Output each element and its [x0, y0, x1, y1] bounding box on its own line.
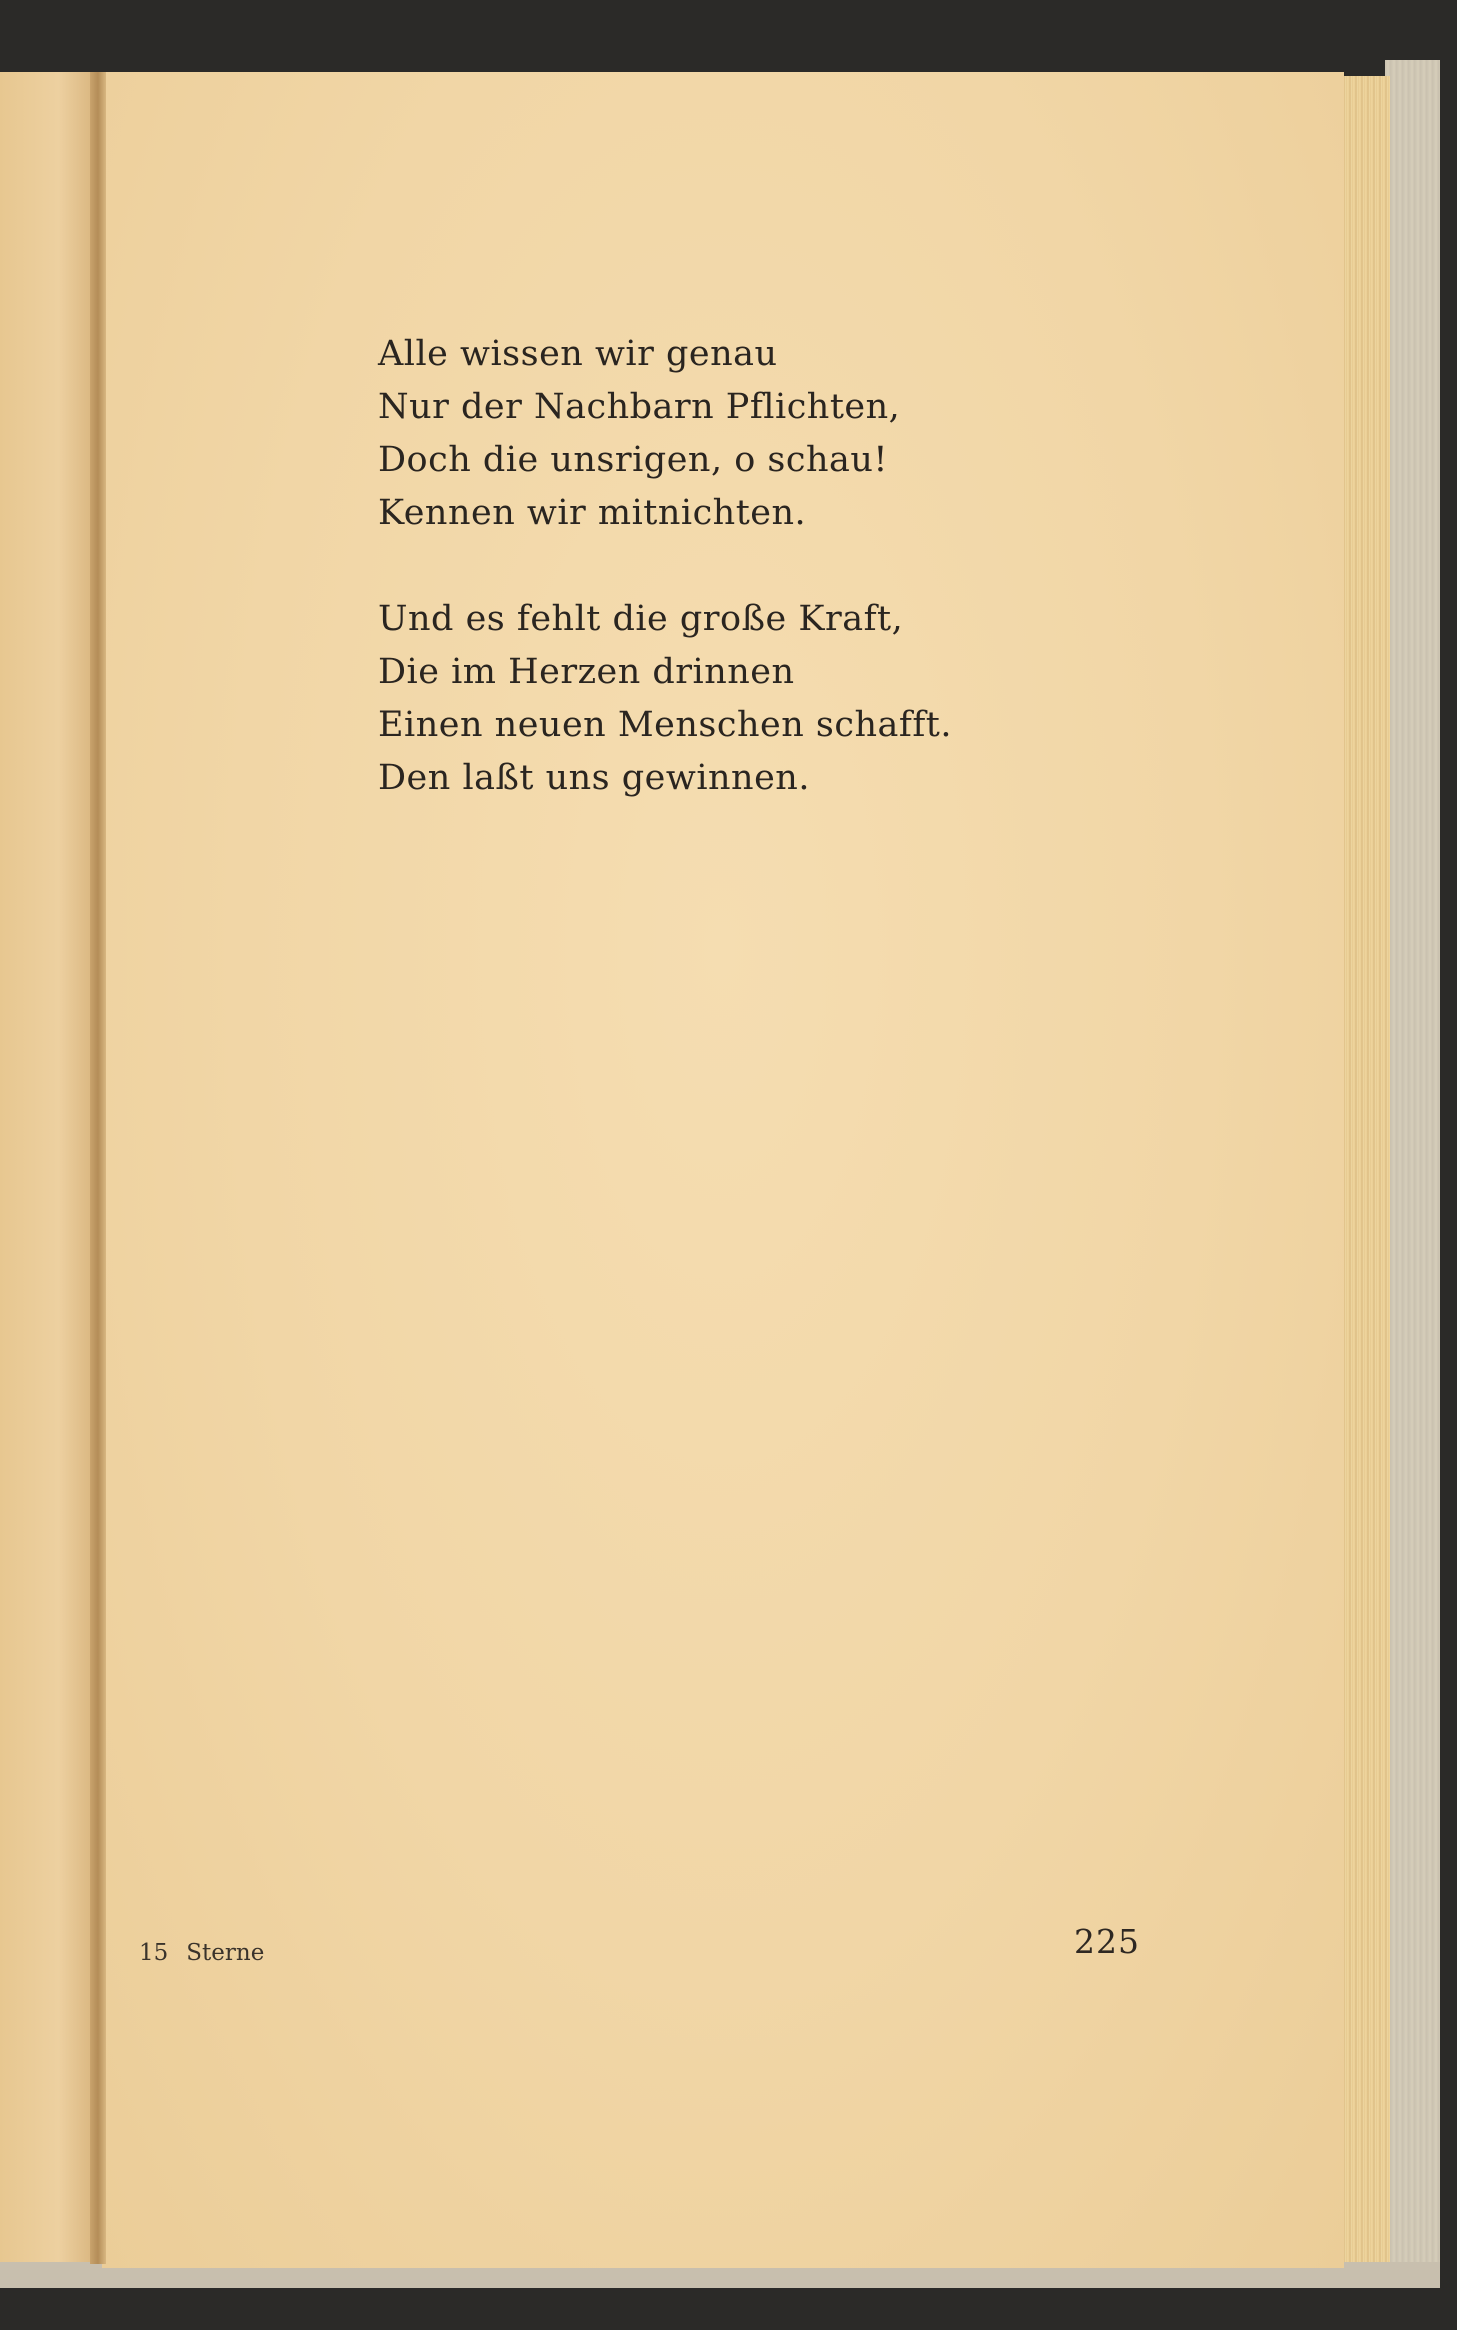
poem-line: Einen neuen Menschen schafft. [378, 705, 952, 745]
book-gutter [90, 72, 106, 2264]
poem-line: Nur der Nachbarn Pflichten, [378, 387, 901, 427]
book-cover-edge [1385, 60, 1440, 2270]
page-number: 225 [1074, 1922, 1140, 1961]
poem-line: Den laßt uns gewinnen. [378, 758, 810, 798]
printer-signature-mark [139, 1940, 282, 1966]
page-edges [1340, 76, 1390, 2266]
poem-line: Und es fehlt die große Kraft, [378, 599, 904, 639]
poem-line: Die im Herzen drinnen [378, 652, 795, 692]
poem-line: Alle wissen wir genau [378, 334, 778, 374]
signature-number: 15 [139, 1940, 169, 1966]
poem-line: Kennen wir mitnichten. [378, 493, 807, 533]
left-page-fragment [0, 72, 98, 2264]
stanza-1 [378, 328, 1078, 540]
signature-title: Sterne [186, 1940, 265, 1966]
poem [378, 328, 1078, 858]
poem-line: Doch die unsrigen, o schau! [378, 440, 888, 480]
stanza-2 [378, 593, 1078, 805]
